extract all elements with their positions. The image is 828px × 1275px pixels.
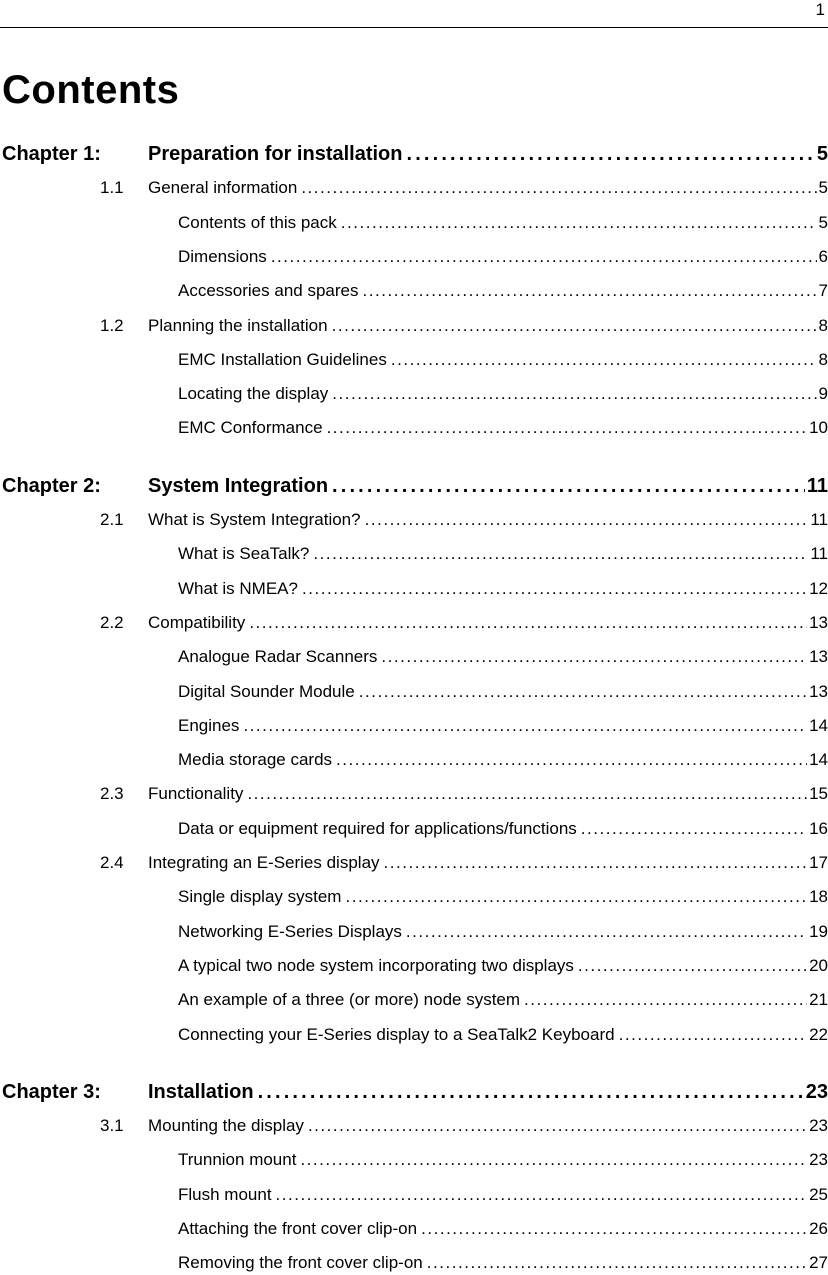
dot-leader	[313, 542, 808, 566]
dot-leader	[258, 1080, 804, 1104]
dot-leader	[302, 577, 807, 601]
dot-leader	[336, 748, 807, 772]
toc-section-entry-page: 5	[818, 178, 828, 198]
dot-leader	[362, 279, 816, 303]
dot-leader	[421, 1217, 807, 1241]
toc-subsection-entry[interactable]	[178, 382, 828, 406]
toc-subsection-entry-title: EMC Installation Guidelines	[178, 349, 387, 369]
toc-subsection-entry-page: 19	[809, 921, 828, 941]
toc-subsection-entry-title: Engines	[178, 715, 240, 735]
toc-subsection-entry-title: An example of a three (or more) node system	[178, 990, 521, 1010]
toc-subsection-entry[interactable]	[178, 211, 828, 235]
toc-section-entry[interactable]	[148, 1114, 828, 1138]
toc-chapter-entry-page: 5	[816, 143, 828, 165]
section-number: 3.1	[100, 1116, 124, 1136]
dot-leader	[406, 142, 814, 166]
toc-subsection-entry-title: Digital Sounder Module	[178, 681, 355, 701]
toc-subsection-entry-page: 10	[809, 418, 828, 438]
toc-subsection-entry[interactable]	[178, 1217, 828, 1241]
toc-subsection-entry-page: 9	[818, 384, 828, 404]
toc-subsection-entry-page: 13	[809, 647, 828, 667]
chapter-number: Chapter 1:	[2, 143, 101, 165]
toc-section-entry-page: 17	[809, 853, 828, 872]
dot-leader	[300, 1148, 807, 1172]
dot-leader	[301, 176, 816, 200]
dot-leader	[381, 645, 807, 669]
toc-section-entry-page: 13	[809, 612, 828, 632]
toc-subsection-entry-title: Attaching the front cover clip-on	[178, 1219, 418, 1238]
page-title: Contents	[2, 68, 180, 112]
toc-chapter-entry-page: 11	[806, 474, 828, 497]
toc-subsection-entry[interactable]	[178, 1183, 828, 1207]
dot-leader	[332, 314, 817, 338]
dot-leader	[332, 474, 805, 498]
toc-section-entry-title: Functionality	[148, 784, 244, 804]
dot-leader	[345, 885, 807, 909]
toc-subsection-entry-title: Networking E-Series Displays	[178, 921, 402, 941]
toc-subsection-entry-page: 22	[809, 1024, 828, 1044]
dot-leader	[524, 988, 807, 1012]
toc-subsection-entry-page: 14	[809, 750, 828, 770]
toc-section-entry[interactable]	[148, 851, 828, 875]
dot-leader	[384, 851, 808, 875]
toc-subsection-entry-title: Locating the display	[178, 384, 329, 404]
toc-subsection-entry-title: Dimensions	[178, 246, 267, 266]
section-number: 1.1	[100, 178, 124, 198]
toc-chapter-entry[interactable]	[148, 142, 828, 166]
section-number: 1.2	[100, 315, 124, 335]
toc-subsection-entry-page: 27	[809, 1253, 828, 1273]
toc-subsection-entry-title: A typical two node system incorporating two displays	[178, 955, 574, 975]
dot-leader	[406, 920, 807, 944]
toc-subsection-entry-title: Accessories and spares	[178, 281, 359, 301]
toc-chapter-entry-title: System Integration	[148, 474, 329, 497]
toc-subsection-entry-title: Contents of this pack	[178, 212, 337, 232]
toc-section-entry-title: What is System Integration?	[148, 510, 361, 529]
dot-leader	[619, 1023, 807, 1047]
toc-subsection-entry[interactable]	[178, 748, 828, 772]
toc-subsection-entry[interactable]	[178, 920, 828, 944]
dot-leader	[249, 611, 807, 635]
toc-subsection-entry-title: Trunnion mount	[178, 1150, 297, 1170]
toc-subsection-entry-page: 14	[809, 715, 828, 735]
toc-chapter-entry-page: 23	[805, 1080, 828, 1103]
section-number: 2.4	[100, 853, 124, 872]
toc-subsection-entry-page: 8	[818, 349, 828, 369]
toc-subsection-entry-page: 5	[818, 212, 828, 232]
dot-leader	[391, 348, 817, 372]
toc-section-entry-title: Integrating an E-Series display	[148, 853, 380, 872]
toc-section-entry-title: Mounting the display	[148, 1116, 304, 1136]
toc-subsection-entry-title: Data or equipment required for applications/functions	[178, 818, 577, 838]
dot-leader	[427, 1251, 807, 1275]
toc-subsection-entry[interactable]	[178, 680, 828, 704]
toc-chapter-entry-title: Installation	[148, 1080, 254, 1103]
toc-subsection-entry-title: Media storage cards	[178, 750, 333, 770]
toc-subsection-entry-title: EMC Conformance	[178, 418, 323, 438]
toc-chapter-entry[interactable]	[148, 474, 828, 498]
toc-subsection-entry-page: 13	[809, 681, 828, 701]
toc-subsection-entry[interactable]	[178, 348, 828, 372]
dot-leader	[327, 416, 808, 440]
toc-section-entry-page: 11	[810, 510, 828, 529]
toc-subsection-entry[interactable]	[178, 645, 828, 669]
toc-subsection-entry-page: 6	[818, 246, 828, 266]
header-rule	[0, 27, 828, 28]
toc-subsection-entry-page: 11	[810, 544, 828, 564]
toc-section-entry-title: Compatibility	[148, 612, 246, 632]
toc-subsection-entry[interactable]	[178, 885, 828, 909]
section-number: 2.3	[100, 784, 124, 804]
toc-subsection-entry-title: Removing the front cover clip-on	[178, 1253, 423, 1273]
toc-subsection-entry-title: Single display system	[178, 887, 342, 907]
dot-leader	[247, 782, 807, 806]
toc-chapter-entry-title: Preparation for installation	[148, 143, 403, 165]
toc-chapter-entry[interactable]	[148, 1080, 828, 1104]
toc-subsection-entry-page: 23	[809, 1150, 828, 1170]
toc-subsection-entry[interactable]	[178, 1251, 828, 1275]
toc-subsection-entry-page: 21	[809, 990, 828, 1010]
toc-section-entry[interactable]	[148, 176, 828, 200]
dot-leader	[365, 508, 809, 532]
toc-section-entry-page: 15	[809, 784, 828, 804]
toc-section-entry[interactable]	[148, 611, 828, 635]
dot-leader	[308, 1114, 807, 1138]
dot-leader	[276, 1183, 808, 1207]
toc-section-entry-page: 23	[809, 1116, 828, 1136]
toc-subsection-entry-page: 7	[818, 281, 828, 301]
toc-subsection-entry-title: What is NMEA?	[178, 578, 298, 598]
toc-subsection-entry[interactable]	[178, 1148, 828, 1172]
toc-section-entry-title: General information	[148, 178, 298, 198]
toc-subsection-entry[interactable]	[178, 245, 828, 269]
dot-leader	[578, 954, 807, 978]
toc-subsection-entry[interactable]	[178, 1023, 828, 1047]
toc-subsection-entry-title: Analogue Radar Scanners	[178, 647, 378, 667]
toc-section-entry[interactable]	[148, 314, 828, 338]
toc-subsection-entry[interactable]	[178, 279, 828, 303]
toc-subsection-entry[interactable]	[178, 817, 828, 841]
section-number: 2.2	[100, 612, 124, 632]
chapter-number: Chapter 3:	[2, 1080, 101, 1103]
toc-section-entry-title: Planning the installation	[148, 315, 328, 335]
section-number: 2.1	[100, 510, 124, 529]
toc-subsection-entry-title: Flush mount	[178, 1184, 272, 1204]
dot-leader	[581, 817, 807, 841]
toc-subsection-entry[interactable]	[178, 714, 828, 738]
toc-subsection-entry[interactable]	[178, 416, 828, 440]
dot-leader	[332, 382, 816, 406]
toc-subsection-entry-page: 18	[809, 887, 828, 907]
toc-subsection-entry-title: What is SeaTalk?	[178, 544, 310, 564]
toc-subsection-entry-page: 20	[809, 955, 828, 975]
toc-subsection-entry[interactable]	[178, 988, 828, 1012]
toc-subsection-entry-page: 16	[809, 818, 828, 838]
dot-leader	[341, 211, 817, 235]
toc-section-entry-page: 8	[818, 315, 828, 335]
toc-section-entry[interactable]	[148, 508, 828, 532]
dot-leader	[243, 714, 807, 738]
toc-subsection-entry-title: Connecting your E-Series display to a SeaTalk2 Keyboard	[178, 1024, 615, 1044]
toc-subsection-entry[interactable]	[178, 577, 828, 601]
toc-subsection-entry-page: 26	[809, 1219, 828, 1238]
toc-subsection-entry-page: 12	[809, 578, 828, 598]
dot-leader	[359, 680, 807, 704]
chapter-number: Chapter 2:	[2, 474, 101, 497]
toc-subsection-entry[interactable]	[178, 954, 828, 978]
dot-leader	[271, 245, 817, 269]
page-number: 1	[815, 0, 825, 19]
toc-subsection-entry[interactable]	[178, 542, 828, 566]
toc-subsection-entry-page: 25	[809, 1184, 828, 1204]
toc-section-entry[interactable]	[148, 782, 828, 806]
